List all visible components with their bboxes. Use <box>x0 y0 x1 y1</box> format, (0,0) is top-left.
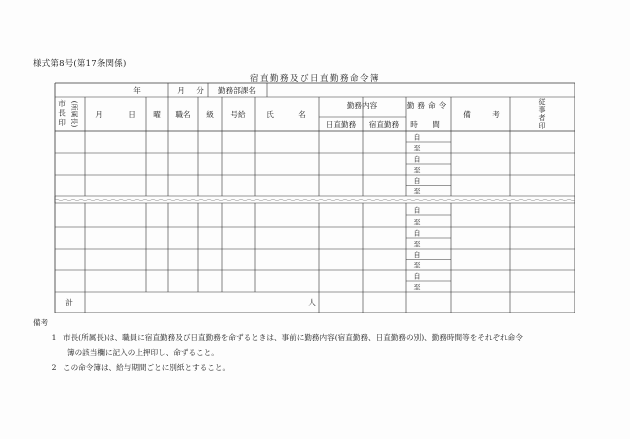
col-weekday: 曜 <box>153 110 161 119</box>
time-from-1: 自 <box>413 155 421 164</box>
total-person-unit: 人 <box>308 298 316 307</box>
col-order-hours-2: 時 間 <box>410 120 446 129</box>
seal-chief-sub: (所属長) <box>70 100 78 128</box>
header-month-suffix: 分 <box>196 86 204 95</box>
note-1 <box>33 330 593 345</box>
time-to-4: 至 <box>413 240 421 249</box>
time-from-5: 自 <box>413 251 421 259</box>
col-step: 号給 <box>230 110 246 119</box>
col-day: 日 <box>128 110 136 119</box>
col-month: 月 <box>95 110 103 119</box>
note-2 <box>33 360 593 375</box>
table-break-gap <box>55 199 575 201</box>
form-number: 様式第8号(第17条関係) <box>33 59 127 69</box>
col-worker-seal-char-1: 事 <box>538 106 546 114</box>
note-2-text: この命令簿は、給与期間ごとに別紙とすること。 <box>63 363 231 372</box>
seal-chief-char-1: 長 <box>58 108 66 118</box>
break-wave-line <box>55 199 575 201</box>
col-grade: 級 <box>206 110 214 119</box>
time-to-5: 至 <box>413 261 421 270</box>
note-2-number: 2 <box>51 363 57 372</box>
time-from-0: 自 <box>413 133 421 142</box>
col-remarks-1: 備 <box>463 110 471 119</box>
col-day-duty: 日直勤務 <box>325 120 357 129</box>
note-1-number: 1 <box>51 333 57 342</box>
time-to-0: 至 <box>413 144 421 153</box>
col-worker-seal-char-0: 従 <box>538 98 546 106</box>
time-from-6: 自 <box>413 272 421 281</box>
time-from-2: 自 <box>413 177 421 185</box>
col-remarks-2: 考 <box>492 110 500 119</box>
header-month-label: 月 <box>177 86 185 95</box>
note-1-text: 市長(所属長)は、職員に宿直勤務及び日直勤務を命ずるときは、事前に勤務内容(宿直勤務、日直勤務の別)、勤務時間等をそれぞれ命令 <box>63 333 523 342</box>
time-to-2: 至 <box>413 187 421 196</box>
col-order-hours-1: 勤務命令 <box>406 101 450 110</box>
seal-chief-char-2: 印 <box>58 118 66 127</box>
time-to-3: 至 <box>413 218 421 227</box>
header-year-label: 年 <box>133 86 141 95</box>
col-content: 勤務内容 <box>346 101 378 110</box>
seal-chief-char-0: 市 <box>58 99 66 108</box>
col-worker-seal-char-2: 者 <box>538 114 546 122</box>
document-title: 宿直勤務及び日直勤務命令簿 <box>249 74 380 84</box>
col-name-2: 名 <box>298 110 306 119</box>
time-from-4: 自 <box>413 229 421 238</box>
time-to-1: 至 <box>413 166 421 175</box>
col-night-duty: 宿直勤務 <box>368 120 400 129</box>
notes-heading: 備考 <box>33 318 49 327</box>
total-label: 計 <box>65 298 73 307</box>
time-from-3: 自 <box>413 206 421 215</box>
col-job-title: 職名 <box>175 110 191 119</box>
time-to-6: 至 <box>413 283 421 292</box>
col-name-1: 氏 <box>266 110 274 119</box>
note-1-continued: 簿の該当欄に記入の上押印し、命ずること。 <box>67 348 219 357</box>
notes-section <box>33 315 593 375</box>
header-dept-label: 勤務部課名 <box>218 86 256 95</box>
order-register-table <box>54 82 575 313</box>
col-worker-seal-char-3: 印 <box>538 122 546 130</box>
